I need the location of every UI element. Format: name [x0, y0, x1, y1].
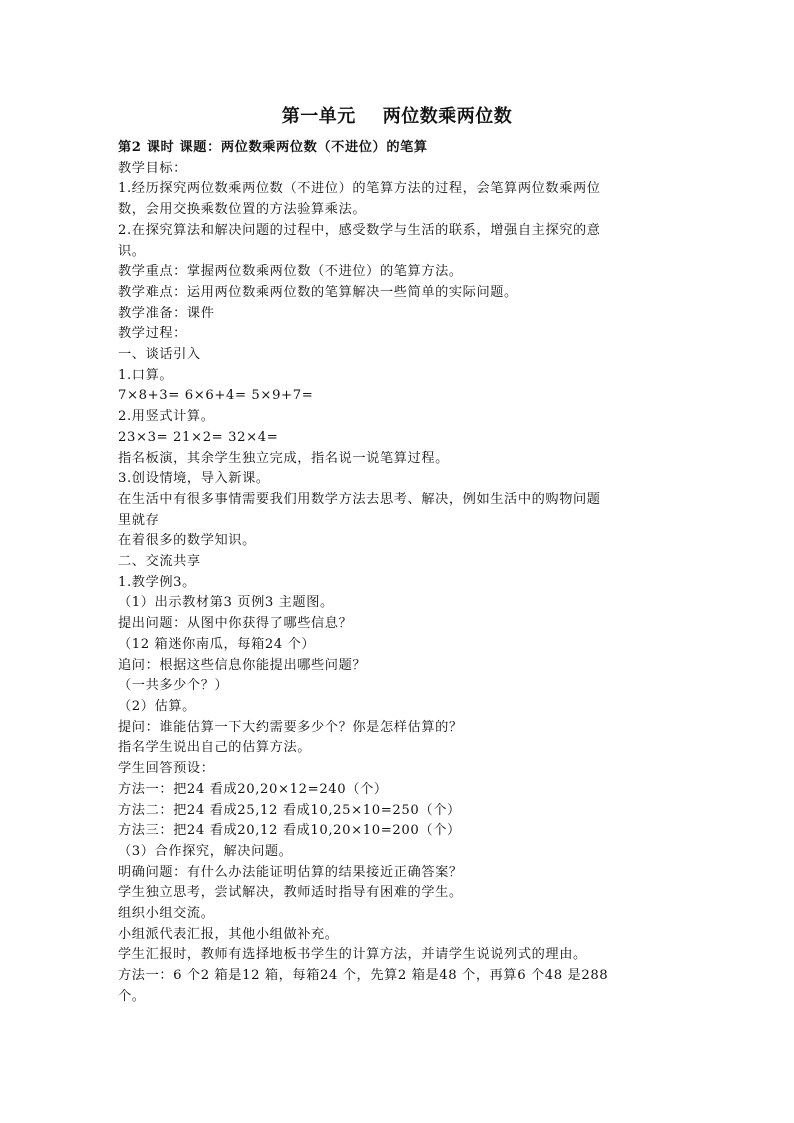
text-line: 小组派代表汇报，其他小组做补充。: [118, 926, 339, 942]
text-line: （一共多少个？）: [118, 678, 229, 694]
text-line: 教学重点：掌握两位数乘两位数（不进位）的笔算方法。: [118, 264, 463, 280]
text-line: 3.创设情境，导入新课。: [118, 471, 270, 487]
text-line: 指名板演，其余学生独立完成，指名说一说笔算过程。: [118, 450, 449, 466]
text-line: 学生独立思考，尝试解决，教师适时指导有困难的学生。: [118, 885, 463, 901]
text-line: 明确问题：有什么办法能证明估算的结果接近正确答案？: [118, 864, 463, 880]
text-line: 在生活中有很多事情需要我们用数学方法去思考、解决，例如生活中的购物问题: [118, 491, 601, 507]
text-line: 二、交流共享: [118, 554, 201, 570]
text-line: 识。: [118, 243, 146, 259]
text-line: 在着很多的数学知识。: [118, 533, 256, 549]
text-line: 组织小组交流。: [118, 906, 215, 922]
text-line: 方法二：把24 看成25,12 看成10,25×10=250（个）: [118, 802, 461, 818]
text-line: 7×8+3= 6×6+4= 5×9+7=: [118, 388, 314, 404]
text-line: 数，会用交换乘数位置的方法验算乘法。: [118, 202, 367, 218]
text-line: 教学过程：: [118, 326, 187, 342]
text-line: 个。: [118, 988, 146, 1004]
text-line: 教学准备：课件: [118, 305, 215, 321]
text-line: 方法一：6 个2 箱是12 箱，每箱24 个，先算2 箱是48 个，再算6 个48 是288: [118, 968, 609, 984]
text-line: 1.教学例3。: [118, 574, 196, 590]
text-line: 方法一：把24 看成20,20×12=240（个）: [118, 781, 388, 797]
text-line: 提问：谁能估算一下大约需要多少个？你是怎样估算的？: [118, 719, 463, 735]
text-line: 1.口算。: [118, 367, 174, 383]
text-line: 提出问题：从图中你获得了哪些信息？: [118, 616, 353, 632]
text-line: 学生回答预设：: [118, 761, 215, 777]
text-line: （2）估算。: [118, 698, 196, 714]
text-line: 2.用竖式计算。: [118, 409, 215, 425]
text-line: （1）出示教材第3 页例3 主题图。: [118, 595, 334, 611]
document-body: [118, 138, 684, 1008]
text-line: （12 箱迷你南瓜，每箱24 个）: [118, 636, 316, 652]
text-line: 教学难点：运用两位数乘两位数的笔算解决一些简单的实际问题。: [118, 284, 518, 300]
text-line: 教学目标：: [118, 160, 187, 176]
text-line: 追问：根据这些信息你能提出哪些问题？: [118, 657, 367, 673]
document-title: 第一单元 两位数乘两位数: [281, 106, 513, 127]
lesson-heading: 第2 课时 课题：两位数乘两位数（不进位）的笔算: [118, 140, 428, 155]
text-line: 一、谈话引入: [118, 347, 201, 363]
text-line: 里就存: [118, 512, 160, 528]
text-line: 学生汇报时，教师有选择地板书学生的计算方法，并请学生说说列式的理由。: [118, 947, 587, 963]
text-line: 2.在探究算法和解决问题的过程中，感受数学与生活的联系，增强自主探究的意: [118, 222, 601, 238]
text-line: 23×3= 21×2= 32×4=: [118, 429, 279, 445]
text-line: 指名学生说出自己的估算方法。: [118, 740, 312, 756]
text-line: 方法三：把24 看成20,12 看成10,20×10=200（个）: [118, 823, 461, 839]
text-line: （3）合作探究，解决问题。: [118, 843, 293, 859]
text-line: 1.经历探究两位数乘两位数（不进位）的笔算方法的过程，会笔算两位数乘两位: [118, 181, 601, 197]
